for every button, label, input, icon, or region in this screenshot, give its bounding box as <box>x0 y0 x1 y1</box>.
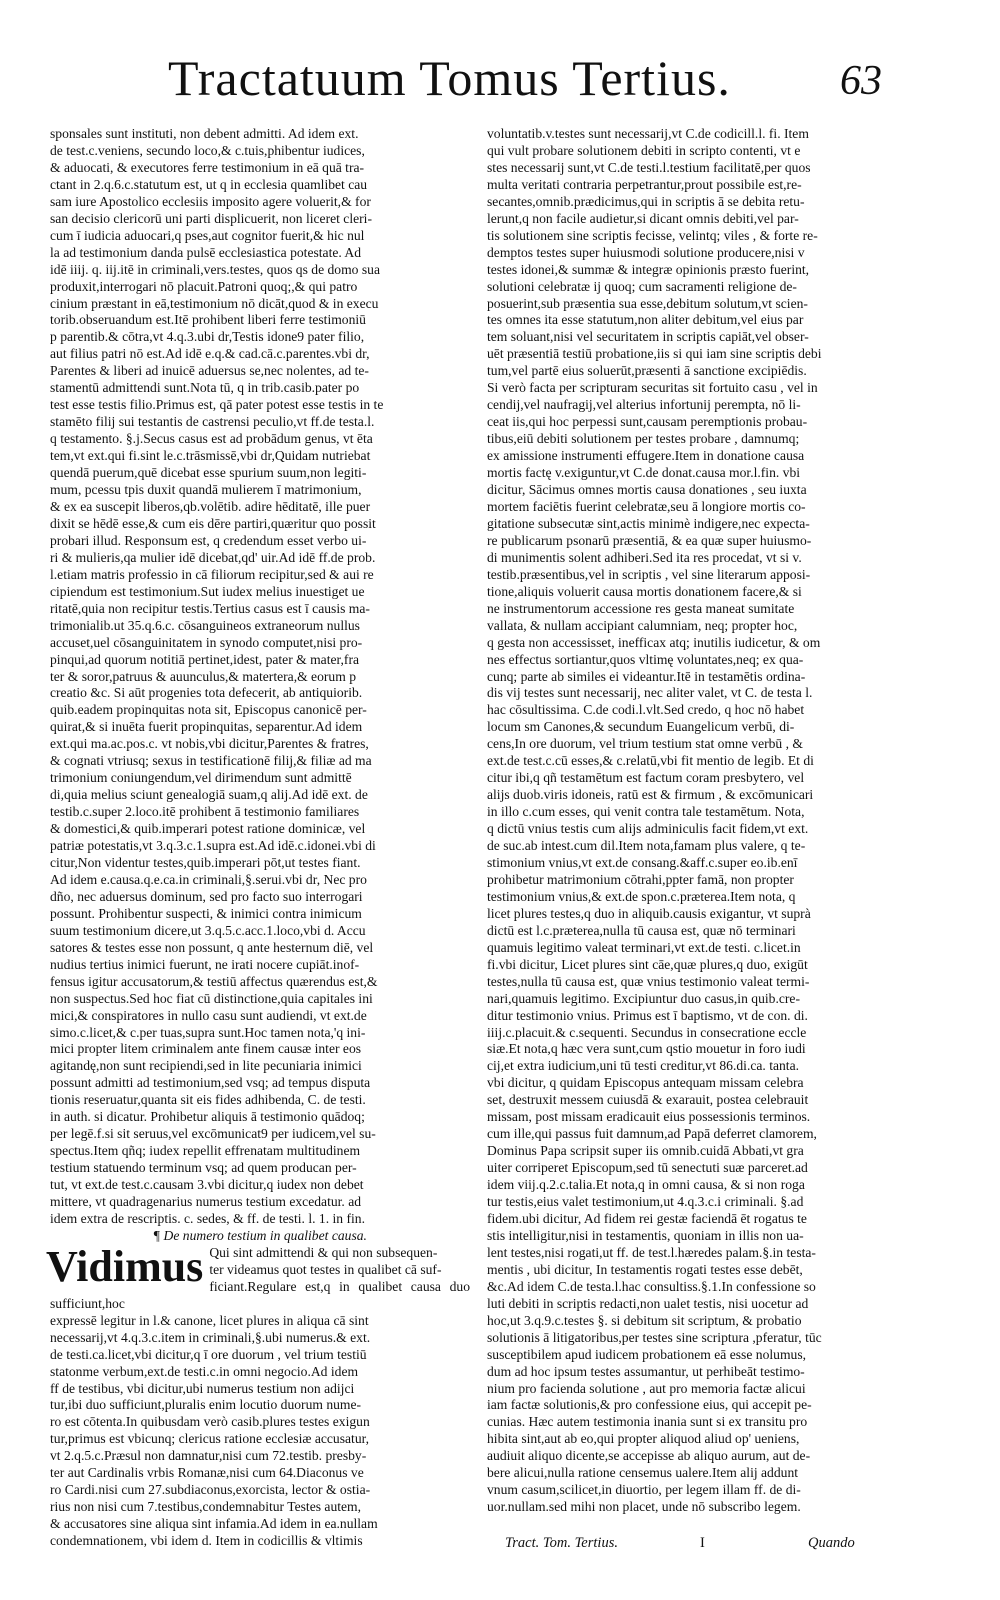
text-line: & domestici,& quib.imperari potest ratione dominicæ, vel <box>50 821 366 837</box>
text-line: nari,quamuis legitimo. Excipiuntur duo casus,in quib.cre- <box>487 990 800 1006</box>
text-line: ro Cardi.nisi cum 27.subdiaconus,exorcista, lector & ostia- <box>50 1482 371 1498</box>
text-line: statonme verbum,ext.de testi.c.in omni negocio.Ad idem <box>50 1363 359 1379</box>
text-line: tum,vel partē eius soluerūt,præsenti ā sanctione excipiēdis. <box>487 363 807 379</box>
text-line: in illo c.cum esses, qui venit contra tale testamētum. Nota, <box>487 804 805 820</box>
text-line: suum testimonium dicere,ut 3.q.5.c.acc.1.loco,vbi d. Accu <box>50 922 366 938</box>
text-line: ter videamus quot testes in qualibet cā suf- <box>209 1261 442 1277</box>
text-line: testes idonei,& summæ & integræ opinionis præsto fuerint, <box>487 261 810 277</box>
text-line: hac cōsultissima. C.de codi.l.vlt.Sed credo, q hoc nō habet <box>487 702 805 718</box>
left-column <box>46 126 470 1549</box>
text-line: testium statuendo terminum vsq; ad quem producan per- <box>50 1160 357 1176</box>
dropcap-paragraph <box>46 1241 470 1550</box>
text-line: fidem.ubi dicitur, Ad fidem rei gestæ faciendā ēt rogatus te <box>487 1211 807 1226</box>
signature-mark: I <box>700 1535 705 1551</box>
text-line: aut filius patri nō est.Ad idē e.q.& cad.cā.c.parentes.vbi dr, <box>50 346 370 362</box>
text-line: stimonium vnius,vt ext.de consang.&aff.c.super eo.ib.enī <box>487 854 798 870</box>
text-line: trimonium coniungendum,vel dirimendum sunt admittē <box>50 770 352 786</box>
text-line: de testi.ca.licet,vbi dicitur,q ī ore duorum , vel trium testiū <box>50 1346 367 1362</box>
text-line: accuset,uel cōsanguinitatem in synodo computet,nisi pro- <box>50 634 363 650</box>
text-line: l.etiam matris professio in cā filiorum recipitur,sed & aui re <box>50 566 374 582</box>
text-line: cendij,vel naufragij,vel alterius infortunij perempta, nō li- <box>487 397 801 413</box>
text-line: voluntatib.v.testes sunt necessarij,vt C.de codicill.l. fi. Item <box>487 126 809 141</box>
text-line: solutioni celebratæ ij quoq; cum sacramenti religione de- <box>487 278 797 294</box>
text-line: vnum casum,scilicet,in diuortio, per legem illam ff. de di- <box>487 1482 801 1498</box>
text-line: idem viij.q.2.c.talia.Et nota,q in omni causa, & si non roga <box>487 1177 805 1193</box>
text-line: torib.obseruandum est.Itē prohibent liberi ferre testimoniū <box>50 312 366 328</box>
text-line: dixit se hēdē esse,& cum eis dēre partiri,quæritur quo possit <box>50 515 376 531</box>
text-line: tem soluant,nisi vel securitatem in scriptis capiāt,vel obser- <box>487 329 809 345</box>
text-line: hoc,ut 3.q.9.c.testes §. si debitum sit scriptum, & probatio <box>487 1312 802 1328</box>
text-line: audiuit aliquo dicente,se accepisse ab aliquo aurum, aut de- <box>487 1448 811 1464</box>
text-line: luti debiti in scriptis redacti,non ualet testis, nisi uocetur ad <box>487 1295 809 1311</box>
text-line: dum ad hoc ipsum testes assumantur, ut perhibeāt testimo- <box>487 1363 805 1379</box>
text-line: q testamento. §.j.Secus casus est ad probādum genus, vt ēta <box>50 431 373 447</box>
text-line: iam factæ solutionis,& pro confessione eius, qui accepit pe- <box>487 1397 812 1413</box>
text-line: pinqui,ad quorum notitiā pertinet,idest, pater & mater,fra <box>50 651 359 667</box>
text-line: idem extra de rescriptis. c. sedes, & ff. de testi. l. 1. in fin. <box>50 1211 365 1226</box>
text-line: demptos testes super huiusmodi solutione producere,nisi v <box>487 244 805 260</box>
text-line: multa veritati contraria perpetrantur,prout possibile est,re- <box>487 176 802 192</box>
text-line: gitatione subsecutæ sint,actis minimè indigere,nec expecta- <box>487 515 810 531</box>
text-line: uēt præsentiā testiū probatione,iis si qui iam sine scriptis debi <box>487 346 822 362</box>
text-line: dño, nec aduersus dominum, sed pro facto suo interrogari <box>50 888 363 904</box>
text-line: testib.præsentibus,vel in scriptis , vel sine literarum apposi- <box>487 566 811 582</box>
text-line: ritatē,quia non recipitur testis.Tertius casus est ī causis ma- <box>50 600 370 616</box>
text-line: idē iiij. q. iij.itē in criminali,vers.testes, quos qs de domo sua <box>50 261 380 277</box>
text-line: possunt admitti ad testimonium,sed vsq; ad tempus disputa <box>50 1075 371 1091</box>
text-line: Ad idem e.causa.q.e.ca.in criminali,§.serui.vbi dr, Nec pro <box>50 871 367 887</box>
text-line: qui vult probare solutionem debiti in scripto contenti, vt e <box>487 142 801 158</box>
text-line: per legē.f.si sit seruus,vel excōmunicat9 per iudicem,vel su- <box>50 1126 376 1142</box>
text-line: ditur testimonio vnius. Primus est ī baptismo, vt de con. di. <box>487 1007 808 1023</box>
text-line: simo.c.licet,& c.per tuas,supra sunt.Hoc tamen nota,'q ini- <box>50 1024 366 1040</box>
right-column-text <box>487 126 912 1516</box>
text-line: licet plures testes,q duo in aliquib.causis exigantur, vt suprà <box>487 905 811 921</box>
text-line: vt 2.q.5.c.Præsul non damnatur,nisi cum 72.testib. presby- <box>50 1448 367 1464</box>
text-line: satores & testes esse non possunt, q ante hesternum diē, vel <box>50 939 374 955</box>
text-line: in auth. si dicatur. Prohibetur aliquis ā testimonio quādoq; <box>50 1109 365 1125</box>
text-line: ex amissione instrumenti effugere.Item in donatione causa <box>487 448 805 464</box>
text-line: cunias. Hæc autem testimonia inania sunt si ex transitu pro <box>487 1414 808 1430</box>
text-line: ctant in 2.q.6.c.statutum est, ut q in ecclesia quamlibet cau <box>50 176 368 192</box>
text-line: ceat iis,qui hoc perpessi sunt,causam peremptionis probau- <box>487 414 808 430</box>
text-line: cinium præstant in eā,testimonium nō dicāt,quod & in execu <box>50 295 379 311</box>
text-line: secantes,omnib.prædicimus,qui in scriptis ā se debita retu- <box>487 193 805 209</box>
text-line: ter aut Cardinalis vrbis Romanæ,nisi cum 64.Diaconus ve <box>50 1465 364 1481</box>
text-line: creatio &c. Si aūt progenies tota defecerit, ab antiquiorib. <box>50 685 363 701</box>
text-line: rius non nisi cum 7.testibus,condemnabitur Testes autem, <box>50 1499 362 1515</box>
text-line: tibus,eiū debiti solutionem per testes probare , damnumq; <box>487 431 800 447</box>
text-line: cij,et extra iudicium,uni tū testi creditur,vt 86.di.ca. tanta. <box>487 1058 800 1074</box>
text-line: tione,aliquis voluerit causa mortis donationem facere,& si <box>487 583 802 599</box>
text-line: locum sm Canones,& secundum Euangelicum verbū, di- <box>487 719 795 735</box>
text-line: possunt. Prohibentur suspecti, & inimici contra inimicum <box>50 905 362 921</box>
text-line: ri & mulieris,qa mulier idē dicebat,qd' uir.Ad idē ff.de prob. <box>50 549 376 565</box>
text-line: citur,Non videntur testes,quib.imperari pōt,ut testes fiant. <box>50 854 361 870</box>
text-line: di,quia melius sciunt genealogiā suam,q alij.Ad idē ext. de <box>50 787 368 803</box>
text-line: & aduocati, & executores ferre testimonium in eā quā tra- <box>50 159 365 175</box>
text-line: mici,& conspiratores in nullo casu sunt audiendi, vt ext.de <box>50 1007 367 1023</box>
text-line: nes effectus sortiantur,quos vltimę voluntates,neq; ex qua- <box>487 651 804 667</box>
running-title: Tractatuum Tomus Tertius. <box>168 50 731 106</box>
text-line: bere alicui,nulla ratione censemus ualere.Item alij addunt <box>487 1465 799 1481</box>
text-line: quib.eadem propinquitas nota sit, Episcopus canonicē per- <box>50 702 367 718</box>
text-line: mortem faciētis fuerint celebratæ,seu ā longiore mortis co- <box>487 498 806 514</box>
text-line: quendā puerum,quē dicebat esse spurium suum,non legiti- <box>50 465 367 481</box>
text-line: tur,primus est vbicunq; clericus ratione ecclesiæ accusatur, <box>50 1431 370 1447</box>
text-line: la ad testimonium danda pulsē ecclesiastica potestate. Ad <box>50 244 362 260</box>
text-line: nudius tertius inimici fuerunt, ne irati nocere cupiāt.inof- <box>50 956 360 972</box>
text-line: patriæ potestatis,vt 3.q.3.c.1.supra est.Ad idē.c.idonei.vbi di <box>50 838 376 854</box>
text-line: stis intelligitur,nisi in testamentis, quoniam in illis non ua- <box>487 1227 804 1243</box>
text-line: agitandę,non sunt recipiendi,sed in lite pecuniaria inimici <box>50 1058 362 1074</box>
text-line: cum ī iudicia aduocari,q pses,aut cognitor fuerit,& hic nul <box>50 227 365 243</box>
text-line: expressē legitur in l.& canone, licet plures in aliqua cā sint <box>50 1312 369 1328</box>
page-header <box>0 48 1000 118</box>
text-line: non suspectus.Sed hoc fiat cū distinctione,quia capitales ini <box>50 990 373 1006</box>
text-line: ficiant.Regulare est,q in qualibet causa duo sufficiunt,hoc <box>50 1278 470 1311</box>
text-line: fi.vbi dicitur, Licet plures sint cāe,quæ plures,q duo, exigūt <box>487 956 808 972</box>
text-line: de test.c.veniens, secundo loco,& c.tuis,phibentur iudices, <box>50 142 365 158</box>
text-line: necessarij,vt 4.q.3.c.item in criminali,§.ubi numerus.& ext. <box>50 1329 371 1345</box>
text-line: condemnationem, vbi idem d. Item in codicillis & vltimis <box>50 1533 363 1549</box>
text-line: ne instrumentorum accessione res gesta maneat sumitate <box>487 600 795 616</box>
text-line: ro est cōtenta.In quibusdam verò casib.plures testes exigun <box>50 1414 370 1430</box>
text-line: cunq; parte ab similes ei videantur.Itē in testamētis ordina- <box>487 668 806 684</box>
text-line: citur ibi,q qñ testamētum est factum coram presbytero, vel <box>487 770 805 786</box>
text-line: cens,In ore duorum, vel trium testium stat omne verbū , & <box>487 736 803 752</box>
text-line: testimonium vnius,& ext.de spon.c.præterea.Item nota, q <box>487 888 796 904</box>
text-line: prohibetur matrimonium cōtrahi,ppter famā, non propter <box>487 871 794 887</box>
text-line: dis vij testes sunt necessarij, nec aliter valet, vt C. de testa l. <box>487 685 813 701</box>
text-line: uor.nullam.sed mihi non placet, unde nō subscribo legem. <box>487 1499 801 1515</box>
text-line: set, destruxit messem cuiusdā & exarauit, postea celebrauit <box>487 1092 809 1108</box>
text-line: lent testes,nisi rogati,ut ff. de test.l.hæredes palam.§.in testa- <box>487 1244 816 1260</box>
text-line: &c.Ad idem C.de testa.l.hac consultiss.§.1.In confessione so <box>487 1278 816 1294</box>
text-line: di munimentis solent adhiberi.Sed ita res procedat, vt si v. <box>487 549 802 565</box>
text-line: & ex ea suscepit liberos,qb.volētib. adire hēditatē, ille puer <box>50 498 371 514</box>
text-line: siæ.Et nota,q hæc vera sunt,cum qstio mouetur in foro iudi <box>487 1041 806 1057</box>
text-line: vbi dicitur, q quidam Episcopus antequam missam celebra <box>487 1075 804 1091</box>
text-line: hibita sint,aut ab eo,qui propter aliquod aliud op' ueniens, <box>487 1431 800 1447</box>
text-line: cipiendum est testimonium.Sut iudex melius inuestiget ue <box>50 583 365 599</box>
text-line: dicitur, Sācimus omnes mortis causa donationes , seu iuxta <box>487 482 807 498</box>
text-line: ext.qui ma.ac.pos.c. vt nobis,vbi dicitur,Parentes & fratres, <box>50 736 369 752</box>
text-line: stes necessarij sunt,vt C.de testi.l.testium facilitatē,per quos <box>487 159 811 175</box>
text-line: sponsales sunt instituti, non debent admitti. Ad idem ext. <box>50 126 359 141</box>
text-line: mittere, vt quadragenarius numerus testium excedatur. ad <box>50 1194 362 1210</box>
text-line: susceptibilem apud iudicem probationem eā esse nolumus, <box>487 1346 807 1362</box>
text-line: quamuis legitimo valeat terminari,vt ext.de testi. c.licet.in <box>487 939 801 955</box>
text-line: alijs duob.viris idoneis, ratū est & firmum , & excōmunicari <box>487 787 814 803</box>
right-column <box>487 126 912 1536</box>
text-line: nium pro facienda solutione , aut pro memoria factæ alicui <box>487 1380 806 1396</box>
text-line: fensus igitur accusatorum,& testiū affectus quærendus est,& <box>50 973 378 989</box>
text-line: cum ille,qui passus fuit damnum,ad Papā deferret clamorem, <box>487 1126 817 1142</box>
text-line: uiter corriperet Episcopum,sed tū senectuti suæ parceret.ad <box>487 1160 808 1176</box>
text-line: q gesta non accessisset, inefficax atq; inutilis iudicetur, & om <box>487 634 821 650</box>
text-line: trimonialib.ut 35.q.6.c. cōsanguineos extraneorum nullus <box>50 617 360 633</box>
text-line: Dominus Papa scripsit super iis omnib.cuidā Abbati,vt gra <box>487 1143 804 1159</box>
page-number: 63 <box>840 58 882 104</box>
text-line: tionis reseruatur,quanta sit eis fides adhibenda, C. de testi. <box>50 1092 366 1108</box>
text-line: ext.de test.c.cū esses,& c.relatū,vbi fit mentio de legib. Et di <box>487 753 814 769</box>
text-line: vallata, & nullam accipiant calumniam, neq; propter hoc, <box>487 617 798 633</box>
text-line: testes,nulla tū causa est, quæ vnius testimonio valeat termi- <box>487 973 810 989</box>
text-line: tur testis,eius valet testimonium,ut 4.q.3.c.i criminali. §.ad <box>487 1194 804 1210</box>
text-line: iiij.c.placuit.& c.sequenti. Secundus in consecratione eccle <box>487 1024 807 1040</box>
text-line: de suc.ab intest.cum dil.Item nota,famam plus valere, q te- <box>487 838 806 854</box>
text-line: Si verò facta per scripturam securitas sit fortuito casu , vel in <box>487 380 818 396</box>
left-column-text <box>50 126 470 1228</box>
text-line: quirat,& si inuēta fuerit propinquitas, separentur.Ad idem <box>50 719 363 735</box>
text-line: mici propter litem criminalem ante finem causæ inter eos <box>50 1041 362 1057</box>
text-line: san decisio clericorū uni parti displicuerit, non liceret cleri- <box>50 210 372 226</box>
text-line: tem,vt ext.qui fi.sint le.c.trāsmissē,vbi dr,Quidam nutriebat <box>50 448 371 464</box>
text-line: probari illud. Responsum est, q credendum esset verbo ui- <box>50 532 367 548</box>
text-line: Parentes & liberi ad inuicē aduersus se,nec nolentes, ad te- <box>50 363 369 379</box>
text-line: sam iure Apostolico ecclesiis imposito agere voluerit,& for <box>50 193 371 209</box>
text-line: tut, vt ext.de test.c.causam 3.vbi dicitur,q iudex non debet <box>50 1177 364 1193</box>
text-line: lerunt,q non facile audietur,si dicant omnis debiti,vel par- <box>487 210 799 226</box>
page-footer <box>0 1535 1000 1565</box>
text-line: solutionis ā litigatoribus,per testes sine scriptura ,pferatur, tūc <box>487 1329 822 1345</box>
text-line: dictū est l.c.præterea,nulla tū causa est, quæ nō terminari <box>487 922 796 938</box>
text-line: tis solutionem sine scriptis fecisse, velintq; viles , & forte re- <box>487 227 818 243</box>
dropcap-word: Vidimus <box>46 1241 204 1291</box>
text-line: mum, pcessu tpis duxit quandā mulierem ī matrimonium, <box>50 482 362 498</box>
text-line: test esse testis filio.Primus est, qā pater potest esse testis in te <box>50 397 384 413</box>
text-line: produxit,interrogari nō placuit.Patroni quoq;,& qui patro <box>50 278 358 294</box>
text-line: mentis , ubi dicitur, In testamentis rogati testes esse debēt, <box>487 1261 803 1277</box>
text-line: posuerint,sub præsentia sua esse,debitum solutum,vt scien- <box>487 295 808 311</box>
text-line: tur,ibi duo sufficiunt,pluralis enim locutio duorum nume- <box>50 1397 362 1413</box>
text-line: ter & soror,patruus & auunculus,& matertera,& eorum p <box>50 668 356 684</box>
text-line: ff de testibus, vbi dicitur,ubi numerus testium non adijci <box>50 1380 355 1396</box>
text-line: missam, post missam eradicauit eius possessionis terminos. <box>487 1109 811 1125</box>
text-line: re publicarum psonarū præsentiā, & ea quæ super huiusmo- <box>487 532 812 548</box>
text-line: q dictū vnius testis cum alijs adminiculis facit fidem,vt ext. <box>487 821 809 837</box>
catchword: Quando <box>808 1535 855 1551</box>
text-line: stamentū admittendi sunt.Nota tū, q in trib.casib.pater po <box>50 380 360 396</box>
section-heading: ¶ De numero testium in qualibet causa. <box>153 1227 367 1243</box>
text-line: spectus.Item qñq; iudex repellit effrenatam multitudinem <box>50 1143 361 1159</box>
text-line: & cognati vtriusq; sexus in testificationē filij,& filiæ ad ma <box>50 753 372 769</box>
text-line: & accusatores sine aliqua sint infamia.Ad idem in ea.nullam <box>50 1516 378 1532</box>
text-line: stamēto filij sui testantis de castrensi peculio,vt ff.de testa.l. <box>50 414 375 430</box>
text-line: Qui sint admittendi & qui non subsequen- <box>209 1244 438 1260</box>
text-line: tes omnes ita esse statutum,non aliter debitum,vel eius par <box>487 312 804 328</box>
text-line: p parentib.& cōtra,vt 4.q.3.ubi dr,Testis idone9 pater filio, <box>50 329 365 345</box>
text-line: testib.c.super 2.loco.itē prohibent ā testimonio familiares <box>50 804 360 820</box>
text-line: mortis factę v.exiguntur,vt C.de donat.causa mor.l.fin. vbi <box>487 465 801 481</box>
signature-line: Tract. Tom. Tertius. <box>505 1535 618 1551</box>
